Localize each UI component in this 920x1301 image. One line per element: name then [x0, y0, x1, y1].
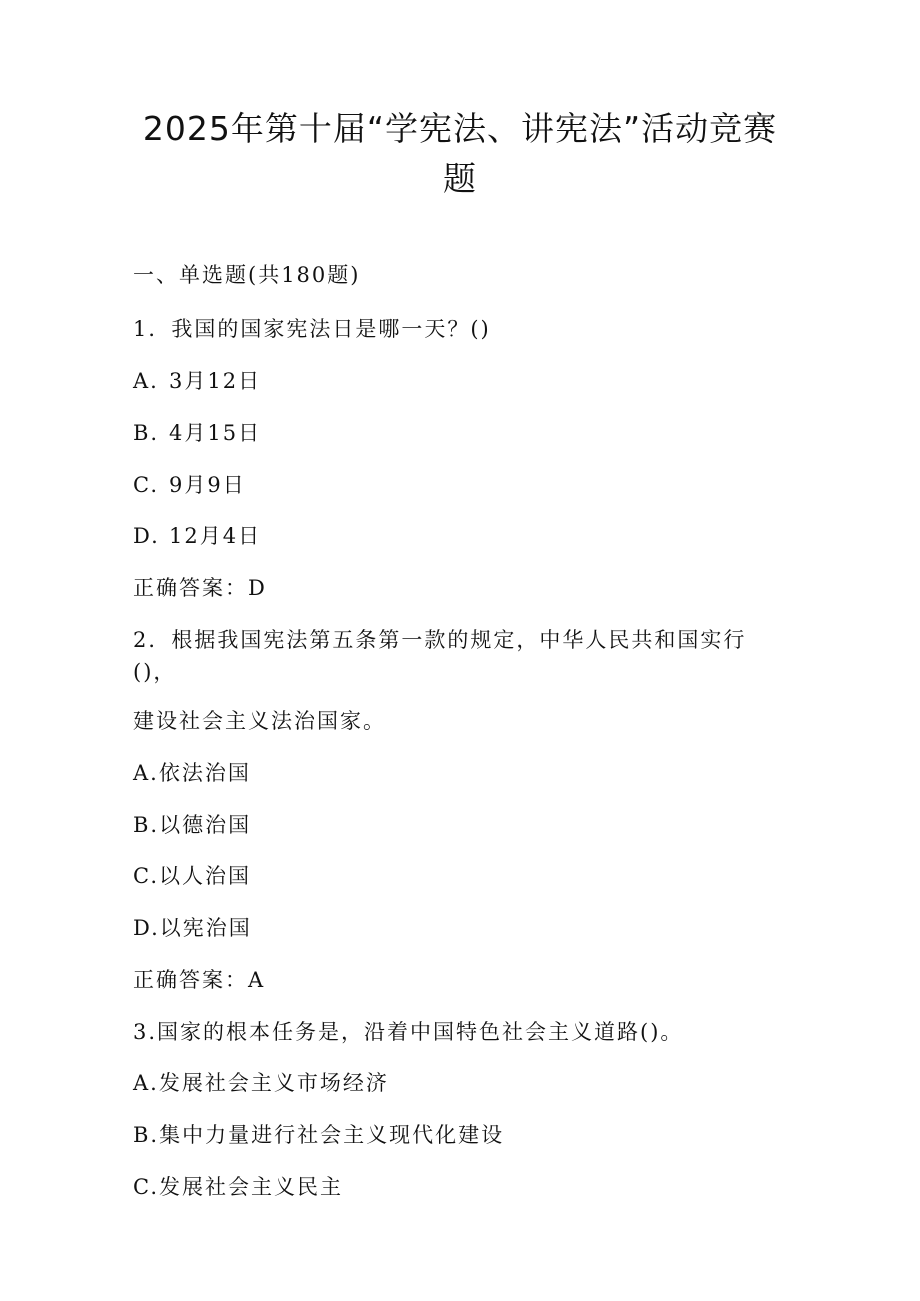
option-text: 以宪治国 [159, 916, 252, 940]
question-2-option-d [133, 913, 252, 943]
title-line-2: 题 [443, 159, 477, 198]
question-1-option-a [133, 366, 261, 396]
option-text: 以德治国 [159, 813, 252, 837]
option-text: 12月4日 [169, 524, 262, 548]
question-3-option-b [133, 1120, 504, 1150]
question-1-option-b [133, 418, 261, 448]
option-text: 发展社会主义民主 [159, 1175, 343, 1199]
question-2-option-a [133, 758, 251, 788]
option-label: A. [133, 761, 159, 785]
question-2-option-c [133, 861, 251, 891]
option-text: 以人治国 [159, 864, 251, 888]
option-label: D. [133, 916, 160, 940]
option-label: B. [133, 1123, 160, 1147]
question-2-stem-line-1: 2．根据我国宪法第五条第一款的规定，中华人民共和国实行 [133, 628, 747, 652]
question-2-answer: 正确答案：A [133, 968, 266, 992]
option-label: D. [133, 524, 160, 548]
option-label: C. [133, 473, 159, 497]
option-text: 9月9日 [169, 473, 246, 497]
option-label: A. [133, 369, 159, 393]
question-1-answer: 正确答案：D [133, 576, 267, 600]
option-text: 集中力量进行社会主义现代化建设 [159, 1123, 505, 1147]
question-2-stem-line-3: 建设社会主义法治国家。 [133, 709, 386, 733]
question-2-stem-line-2: ()， [133, 660, 177, 684]
question-1-option-c [133, 470, 246, 500]
question-1-stem: 1．我国的国家宪法日是哪一天？() [133, 317, 491, 341]
option-label: C. [133, 1175, 159, 1199]
question-3-option-a [133, 1068, 389, 1098]
option-text: 3月12日 [169, 369, 262, 393]
option-label: C. [133, 864, 159, 888]
document-title [80, 104, 840, 204]
question-1-option-d [133, 521, 261, 551]
question-3-stem: 3.国家的根本任务是，沿着中国特色社会主义道路()。 [133, 1020, 684, 1044]
option-label: B. [133, 421, 160, 445]
title-line-1: 2025年第十届“学宪法、讲宪法”活动竞赛 [142, 109, 778, 148]
option-label: B. [133, 813, 160, 837]
section-heading: 一、单选题(共180题) [133, 263, 361, 287]
question-3-option-c [133, 1172, 343, 1202]
option-text: 4月15日 [169, 421, 262, 445]
question-2-option-b [133, 810, 251, 840]
option-text: 依法治国 [158, 761, 251, 785]
option-text: 发展社会主义市场经济 [158, 1071, 389, 1095]
option-label: A. [133, 1071, 159, 1095]
